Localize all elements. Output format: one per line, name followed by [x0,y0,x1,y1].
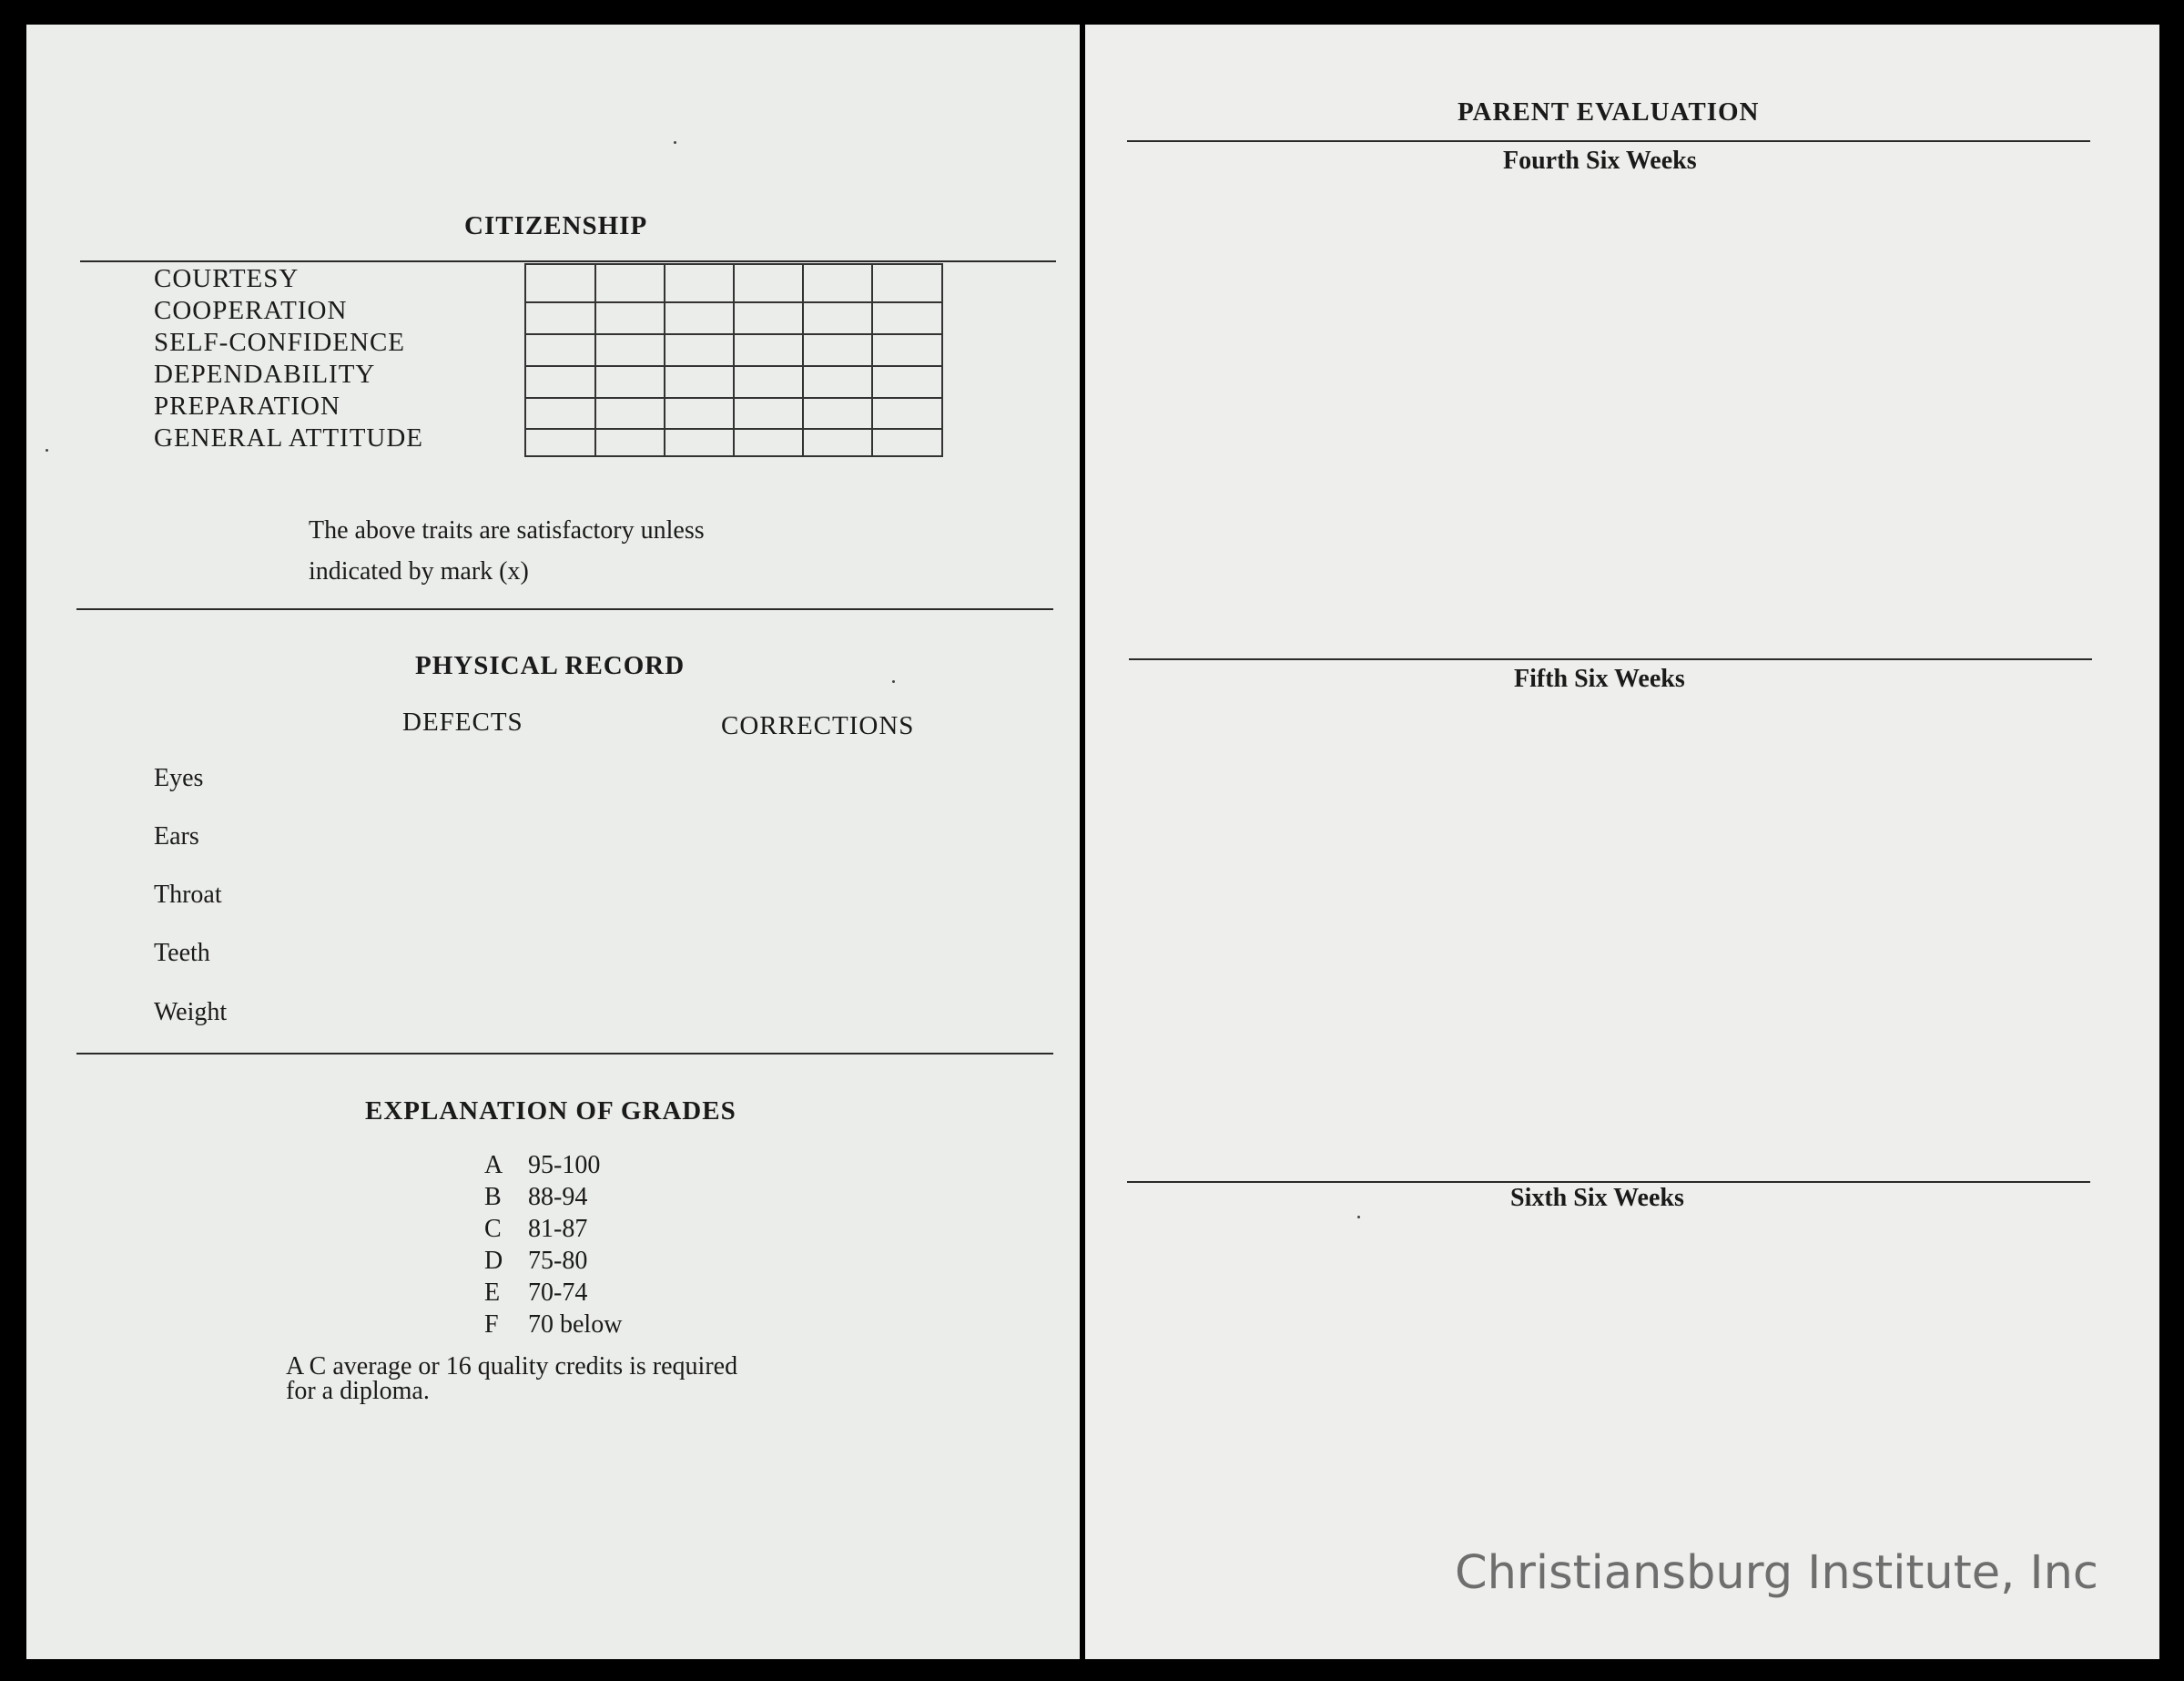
paper-speck [46,449,48,452]
grade-row [484,1181,587,1213]
right-page [1085,25,2159,1659]
trait-self-confidence: SELF-CONFIDENCE [154,328,406,357]
physical-item-eyes: Eyes [154,764,204,792]
trait-mark-grid [524,263,943,457]
grade-letter: F [484,1310,499,1339]
diploma-note-line1: A C average or 16 quality credits is required [286,1352,738,1380]
citizenship-note-line2: indicated by mark (x) [309,557,529,586]
divider [1127,1181,2090,1183]
divider [1127,140,2090,142]
watermark: Christiansburg Institute, Inc [1455,1546,2098,1600]
grade-row [484,1213,587,1245]
trait-general-attitude: GENERAL ATTITUDE [154,423,424,453]
grid-row-line [526,301,941,303]
diploma-note-line2: for a diploma. [286,1377,430,1405]
fourth-six-weeks-label: Fourth Six Weeks [1503,147,1697,175]
grades-heading: EXPLANATION OF GRADES [365,1096,736,1126]
grid-column-line [664,265,665,455]
divider [80,260,1056,262]
paper-speck [1357,1216,1360,1218]
paper-speck [674,141,676,144]
physical-item-weight: Weight [154,998,228,1026]
grade-range: 75-80 [528,1247,588,1275]
trait-dependability: DEPENDABILITY [154,360,376,389]
grid-row-line [526,397,941,399]
grade-letter: B [484,1183,502,1211]
grade-row [484,1277,587,1309]
trait-courtesy: COURTESY [154,264,300,293]
physical-record-heading: PHYSICAL RECORD [415,651,686,680]
trait-preparation: PREPARATION [154,392,340,421]
grade-letter: C [484,1215,502,1243]
corrections-column-header: CORRECTIONS [721,711,915,740]
grade-range: 88-94 [528,1183,588,1211]
divider [76,608,1053,610]
sixth-six-weeks-label: Sixth Six Weeks [1510,1184,1684,1212]
divider [76,1053,1053,1054]
divider [1129,658,2092,660]
grade-letter: D [484,1247,503,1275]
citizenship-note-line1: The above traits are satisfactory unless [309,516,705,545]
grid-column-line [594,265,596,455]
grade-row [484,1149,600,1181]
grade-range: 95-100 [528,1151,601,1179]
citizenship-heading: CITIZENSHIP [464,211,648,240]
paper-speck [892,680,895,683]
fifth-six-weeks-label: Fifth Six Weeks [1514,665,1685,693]
grade-letter: A [484,1151,503,1179]
grid-column-line [871,265,873,455]
grid-column-line [802,265,804,455]
grade-range: 81-87 [528,1215,588,1243]
parent-evaluation-heading: PARENT EVALUATION [1458,97,1760,127]
grade-row [484,1309,622,1340]
grid-row-line [526,365,941,367]
grid-row-line [526,333,941,335]
physical-item-ears: Ears [154,822,199,851]
grid-row-line [526,428,941,430]
grade-row [484,1245,587,1277]
grade-range: 70-74 [528,1279,588,1307]
left-page [26,25,1080,1659]
physical-item-throat: Throat [154,881,222,909]
grid-column-line [733,265,735,455]
physical-item-teeth: Teeth [154,939,210,967]
defects-column-header: DEFECTS [402,708,523,737]
grade-range: 70 below [528,1310,623,1339]
grade-letter: E [484,1279,501,1307]
trait-cooperation: COOPERATION [154,296,348,325]
